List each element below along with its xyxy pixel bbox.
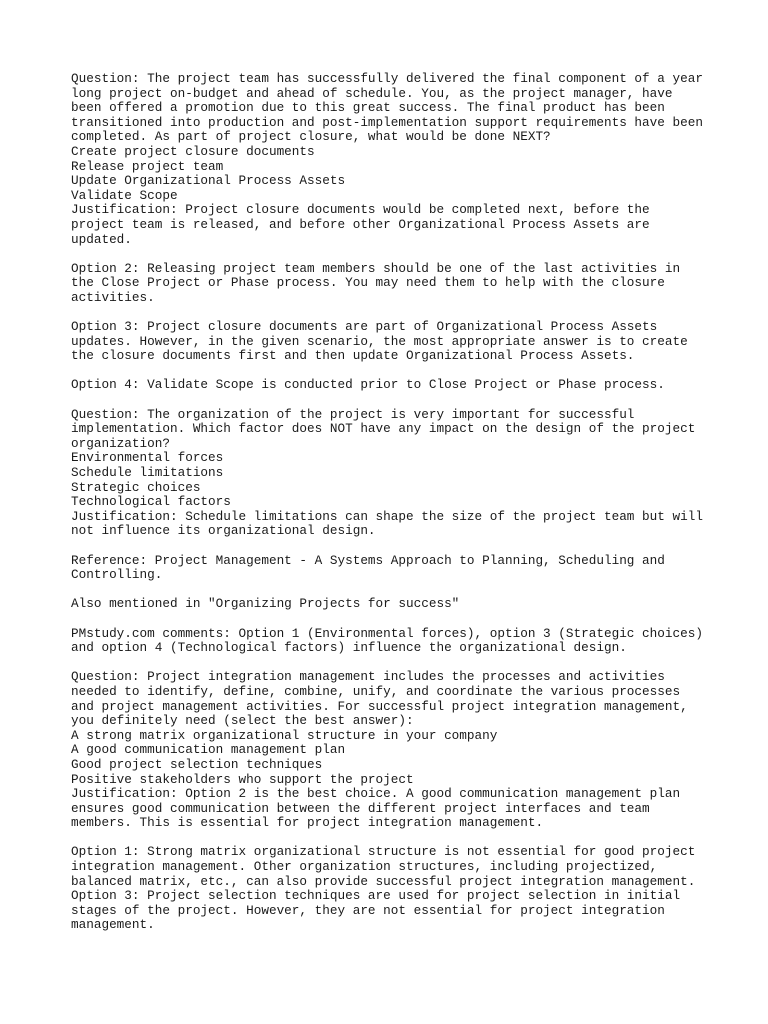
text-line: Validate Scope	[71, 187, 178, 203]
text-line: and project management activities. For successful project integration management,	[71, 698, 688, 714]
text-line: PMstudy.com comments: Option 1 (Environmental forces), option 3 (Strategic choices)	[71, 625, 703, 641]
text-line: Strategic choices	[71, 479, 201, 495]
paragraph-q1-option3	[71, 320, 731, 364]
text-line: Justification: Schedule limitations can shape the size of the project team but will	[71, 508, 703, 524]
text-line: Question: The organization of the project is very important for successful	[71, 406, 635, 422]
text-line: Justification: Project closure documents would be completed next, before the	[71, 202, 650, 218]
text-line: Option 2: Releasing project team members should be one of the last activities in	[71, 260, 681, 276]
text-line: members. This is essential for project integration management.	[71, 815, 544, 831]
text-line: Reference: Project Management - A Systems Approach to Planning, Scheduling and	[71, 552, 665, 568]
text-line: needed to identify, define, combine, unify, and coordinate the various processes	[71, 683, 681, 699]
text-line: updated.	[71, 231, 132, 247]
text-line: the closure documents first and then update Organizational Process Assets.	[71, 348, 635, 364]
document-page	[71, 72, 731, 948]
text-line: Release project team	[71, 158, 224, 174]
text-line: A good communication management plan	[71, 742, 346, 758]
text-line: Justification: Option 2 is the best choice. A good communication management plan	[71, 786, 681, 802]
paragraph-q2-comments	[71, 627, 731, 656]
text-line: the Close Project or Phase process. You may need them to help with the closure	[71, 275, 665, 291]
text-line: been offered a promotion due to this great success. The final product has been	[71, 100, 665, 116]
text-line: Good project selection techniques	[71, 756, 323, 772]
paragraph-q1-option2	[71, 262, 731, 306]
text-line: completed. As part of project closure, what would be done NEXT?	[71, 129, 551, 145]
text-line: management.	[71, 917, 155, 933]
text-line: organization?	[71, 435, 170, 451]
text-line: implementation. Which factor does NOT have any impact on the design of the project	[71, 421, 696, 437]
text-line: and option 4 (Technological factors) influence the organizational design.	[71, 640, 627, 656]
paragraph-q3	[71, 670, 731, 831]
text-line: Technological factors	[71, 494, 231, 510]
text-line: updates. However, in the given scenario, the most appropriate answer is to create	[71, 333, 688, 349]
text-line: Environmental forces	[71, 450, 224, 466]
text-line: Option 1: Strong matrix organizational structure is not essential for good project	[71, 844, 696, 860]
text-line: Create project closure documents	[71, 143, 315, 159]
text-line: not influence its organizational design.	[71, 523, 376, 539]
text-line: project team is released, and before other Organizational Process Assets are	[71, 216, 650, 232]
paragraph-q1	[71, 72, 731, 247]
text-line: Positive stakeholders who support the project	[71, 771, 414, 787]
text-line: balanced matrix, etc., can also provide successful project integration management.	[71, 873, 696, 889]
text-line: ensures good communication between the different project interfaces and team	[71, 800, 650, 816]
paragraph-q2	[71, 408, 731, 539]
text-line: Controlling.	[71, 567, 163, 583]
paragraph-q2-reference	[71, 554, 731, 583]
text-line: transitioned into production and post-implementation support requirements have been	[71, 114, 703, 130]
paragraph-q1-option4	[71, 378, 731, 393]
text-line: activities.	[71, 289, 155, 305]
paragraph-q3-options	[71, 845, 731, 933]
text-line: long project on-budget and ahead of schedule. You, as the project manager, have	[71, 85, 673, 101]
text-line: Option 4: Validate Scope is conducted prior to Close Project or Phase process.	[71, 377, 665, 393]
text-line: Question: Project integration management includes the processes and activities	[71, 669, 665, 685]
text-line: Schedule limitations	[71, 465, 224, 481]
text-line: integration management. Other organization structures, including projectized,	[71, 859, 658, 875]
text-line: stages of the project. However, they are not essential for project integration	[71, 902, 665, 918]
text-line: Question: The project team has successfully delivered the final component of a year	[71, 71, 703, 86]
text-line: you definitely need (select the best answer):	[71, 713, 414, 729]
text-line: Option 3: Project closure documents are part of Organizational Process Assets	[71, 319, 658, 335]
text-line: Option 3: Project selection techniques are used for project selection in initial	[71, 888, 681, 904]
text-line: Also mentioned in "Organizing Projects for success"	[71, 596, 460, 612]
paragraph-q2-also	[71, 597, 731, 612]
text-line: A strong matrix organizational structure in your company	[71, 727, 498, 743]
text-line: Update Organizational Process Assets	[71, 173, 346, 189]
